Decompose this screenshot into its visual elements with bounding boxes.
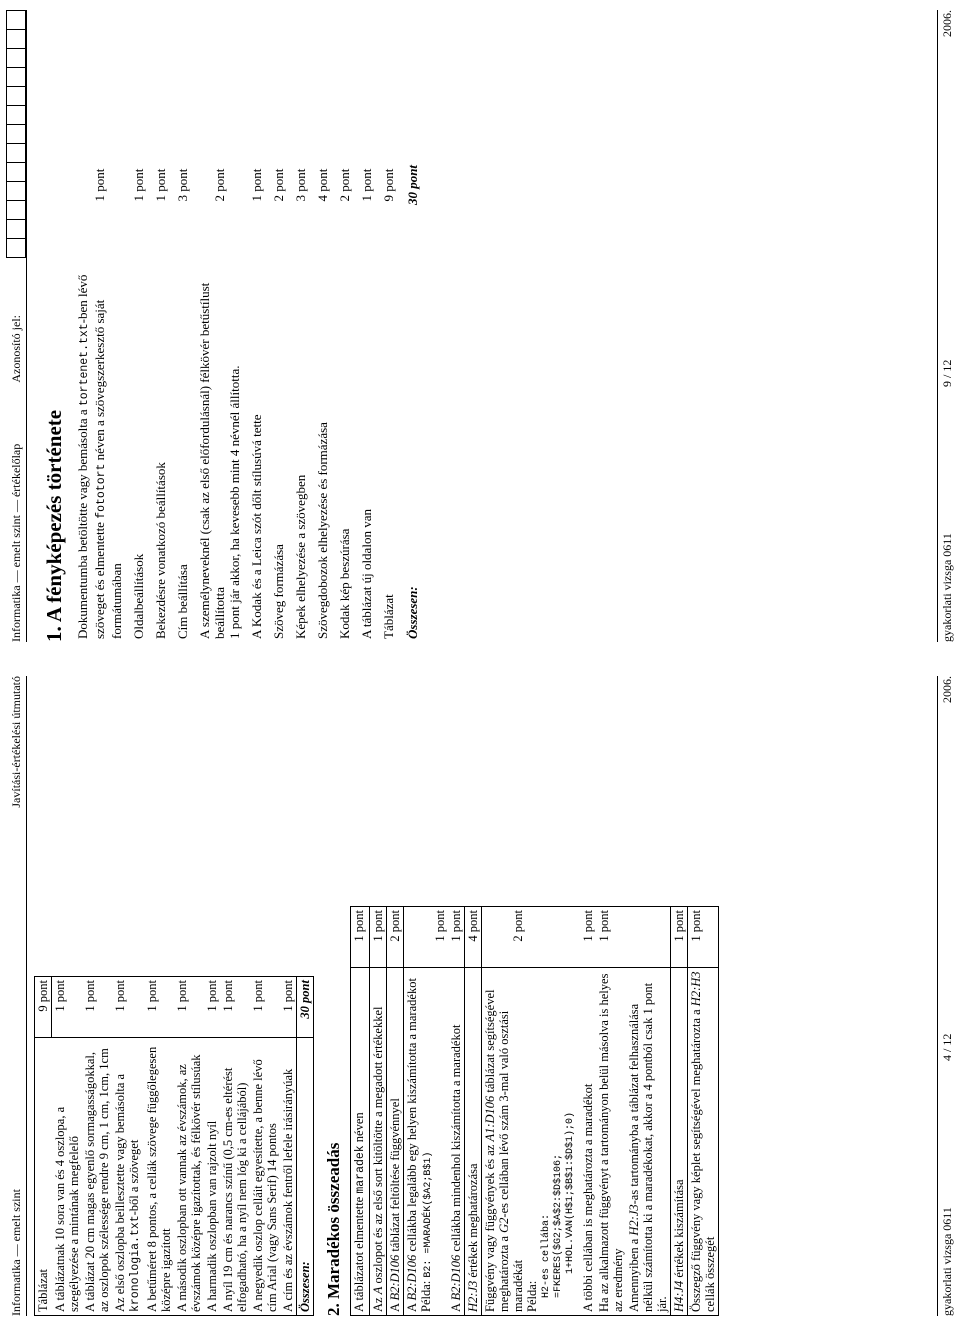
table-row <box>580 907 596 1316</box>
range: H2:J3 <box>465 1280 480 1312</box>
page-footer <box>937 676 954 1316</box>
text-post: cellákba legalább egy helyen kiszámította a maradékot <box>404 978 419 1255</box>
item-note: 1 pont jár akkor, ha kevesebb mint 4 névnél állította. <box>227 365 242 639</box>
footer-page-number: 9 / 12 <box>940 359 954 387</box>
text-pre: A táblázatot elmentette <box>351 1193 366 1312</box>
total-label: Összesen: <box>405 586 420 639</box>
item-points: 1 pont <box>359 168 374 202</box>
table-row <box>481 907 580 1316</box>
id-box <box>6 105 26 125</box>
text-post: értékek kiszámítása <box>671 1179 686 1281</box>
table-row <box>204 977 220 1316</box>
table-row <box>195 122 247 642</box>
item-text: A táblázatnak 10 sora van és 4 oszlopa, a szegélyezése a mintának megfelelő <box>52 1038 82 1316</box>
item-text: A táblázat új oldalon van <box>359 509 374 639</box>
item-points-empty <box>626 907 671 968</box>
table-row <box>52 977 82 1316</box>
id-box <box>6 200 26 220</box>
range: B2:D106 <box>448 1254 463 1301</box>
item-text-pre: Az első oszlopba beillesztette vagy bemásolta a <box>112 1073 127 1312</box>
item-points: 1 pont <box>112 977 144 1038</box>
item-points: 1 pont <box>204 977 220 1038</box>
id-boxes <box>6 10 26 257</box>
item-points: 1 pont <box>350 907 369 968</box>
item-points: 1 pont <box>670 907 687 968</box>
id-box <box>6 48 26 68</box>
item-text <box>626 968 671 1316</box>
text-pre: Az <box>370 1294 385 1312</box>
table-row <box>448 907 465 1316</box>
table-row <box>670 907 687 1316</box>
total-points: 30 pont <box>405 164 420 206</box>
id-box <box>6 10 26 30</box>
id-box <box>6 219 26 239</box>
item-points <box>403 907 448 968</box>
total-points: 30 pont <box>296 977 313 1038</box>
footer-right: 2006. <box>940 676 954 703</box>
page-body <box>34 678 719 1316</box>
text-pre: A <box>448 1300 463 1312</box>
item-points: 1 pont <box>92 168 107 202</box>
heading-points: 9 pont <box>35 977 52 1038</box>
table-row <box>379 122 401 642</box>
item-points: 4 pont <box>464 907 481 968</box>
text-mid: táblázat segítségével meghatározta a <box>482 989 511 1312</box>
section2-title: 2. Maradékos összeadás <box>323 1142 343 1316</box>
text-pre: Amennyiben a <box>626 1235 641 1312</box>
item-text: A negyedik oszlop celláit egyesítette, a benne lévő cím Arial (vagy Sans Serif) 14 pontos <box>250 1038 280 1316</box>
range: B2:D106 <box>387 1254 402 1301</box>
section1-table <box>34 976 314 1316</box>
text-pre: A <box>387 1300 402 1312</box>
footer-page-number: 4 / 12 <box>940 1033 954 1061</box>
total-label: Összesen: <box>296 1038 313 1316</box>
item-text: A harmadik oszlopban van rajzolt nyíl <box>204 1038 220 1316</box>
table-row <box>112 977 144 1316</box>
item-points: 9 pont <box>381 168 396 202</box>
table-row <box>82 977 112 1316</box>
id-box <box>6 238 26 258</box>
table-row <box>220 977 250 1316</box>
item-text <box>481 968 580 1316</box>
item-text: Szöveg formázása <box>271 544 286 639</box>
item-points <box>481 907 580 968</box>
text-pre: Összegző függvény vagy képlet segítségével meghatározta a <box>688 1006 703 1312</box>
item-points: 3 pont <box>175 168 190 202</box>
item-text <box>448 968 465 1316</box>
item-text <box>687 968 718 1316</box>
item-text: Táblázat <box>381 594 396 639</box>
text-post: -as tartományba a táblázat felhasználása nélkül számította ki a maradékokat, akkor a 4 pontból csak 1 pont jár. <box>626 982 669 1312</box>
id-box <box>6 124 26 144</box>
item-text: A cím és az évszámok fentről lefele irásirányúak <box>280 1038 297 1316</box>
example-label: Példa: <box>418 1280 433 1312</box>
item-main-text: A személyneveknél (csak az első előfordulásnál) félkövér betűstílust beállította <box>197 282 227 639</box>
item-points: 1 pont <box>82 977 112 1038</box>
total-row <box>401 122 425 642</box>
item-text: Oldalbeállítások <box>131 553 146 639</box>
id-box <box>6 162 26 182</box>
cell-ref: G2 <box>496 1217 511 1233</box>
text-post: oszlopot és az első sort kitöltötte a megadott értékekkel <box>370 1006 385 1287</box>
item-points: 1 pont <box>580 907 596 968</box>
item-text <box>73 248 129 642</box>
item-text: Bekezdésre vonatkozó beállítások <box>153 462 168 639</box>
table-row <box>291 122 313 642</box>
item-text <box>369 968 386 1316</box>
table-row <box>386 907 403 1316</box>
page-title: 1. A fényképezés története <box>42 409 66 642</box>
text-post: cellák összegét <box>702 1236 717 1312</box>
item-text <box>403 968 448 1316</box>
filename: fototort <box>95 463 108 519</box>
item-points: 1 pont <box>280 977 297 1038</box>
page-footer <box>937 10 954 642</box>
table-row <box>350 907 369 1316</box>
example-label: Példa: <box>524 1280 539 1312</box>
text-post: táblázat feltöltése függvénnyel <box>387 1098 402 1255</box>
item-points: 1 pont <box>144 977 174 1038</box>
table-row <box>247 122 269 642</box>
text-mid: -ben lévő szöveget és elmentette <box>75 274 107 639</box>
text-post: néven <box>351 1112 366 1146</box>
item-text: Cím beállítása <box>175 564 190 639</box>
text-pre: Dokumentumba betöltötte vagy bemásolta a <box>75 406 90 639</box>
table-row <box>250 977 280 1316</box>
footer-right: 2006. <box>940 10 954 37</box>
item-points: 2 pont <box>212 168 227 202</box>
id-box <box>6 67 26 87</box>
heading-item: Táblázat <box>35 1038 52 1316</box>
table-row <box>151 122 173 642</box>
scoring-table <box>73 122 425 642</box>
item-text: Szövegdobozok elhelyezése és formázása <box>315 422 330 639</box>
table-row <box>269 122 291 642</box>
table-row <box>596 907 626 1316</box>
item-text: Ha az alkalmazott függvényt a tartományon belül másolva is helyes az eredmény <box>596 968 626 1316</box>
table-row <box>403 907 448 1316</box>
item-points: 1 pont <box>448 907 465 968</box>
item-points: 1 pont <box>52 977 82 1038</box>
header-right: Azonosító jel: <box>9 315 23 383</box>
table-row <box>144 977 174 1316</box>
item-text: A második oszlopban ott vannak az évszámok, az évszámok középre igazítottak, és félkövér stílusúak <box>174 1038 204 1316</box>
item-points: 1 pont <box>369 907 386 968</box>
item-text: A többi cellában is meghatározta a maradékot <box>580 968 596 1316</box>
range: H4:J4 <box>671 1280 686 1312</box>
section2-table <box>350 906 719 1316</box>
table-row <box>626 907 671 1316</box>
total-row <box>296 977 313 1316</box>
table-row <box>313 122 335 642</box>
item-points: 1 pont <box>249 168 264 202</box>
item-points: 1 pont <box>153 168 168 202</box>
filename: kronologia.txt <box>128 1215 142 1312</box>
item-points: 1 pont <box>687 907 718 968</box>
footer-left: gyakorlati vizsga 0611 <box>940 533 954 642</box>
item-text: Képek elhelyezése a szövegben <box>293 474 308 639</box>
text-post: cellákba mindenhol kiszámította a maradékot <box>448 1024 463 1255</box>
item-points: 2 pont <box>337 168 352 202</box>
page-4 <box>0 664 960 1328</box>
item-text <box>112 1038 144 1316</box>
filename: maradek <box>353 1145 367 1194</box>
table-row <box>173 122 195 642</box>
item-text <box>195 248 247 642</box>
id-box <box>6 29 26 49</box>
table-row <box>335 122 357 642</box>
text-post: értékek meghatározása <box>465 1163 480 1281</box>
table-row <box>35 977 52 1316</box>
item-points: 4 pont <box>315 168 330 202</box>
item-points: 1 pont <box>131 168 146 202</box>
item-points-value: 1 pont <box>432 910 447 942</box>
example-formula: B2: =MARADÉK($A2;B$1) <box>422 1151 434 1278</box>
header-left: Informatika — emelt szint — értékelőlap <box>9 443 23 642</box>
table-row <box>369 907 386 1316</box>
item-text <box>670 968 687 1316</box>
text-pre: A <box>404 1300 419 1312</box>
table-row <box>357 122 379 642</box>
item-text <box>386 968 403 1316</box>
item-text: A betűméret 8 pontos, a cellák szövege függőlegesen középre igazított <box>144 1038 174 1316</box>
item-points: 2 pont <box>386 907 403 968</box>
range: A <box>370 1286 385 1295</box>
item-text <box>350 968 369 1316</box>
range: A1:D106 <box>482 1095 497 1142</box>
filename: tortenet.txt <box>78 323 91 407</box>
header-left: Informatika — emelt szint <box>9 1189 23 1316</box>
page-body <box>36 10 425 642</box>
item-text: A Kodak és a Leica szót dőlt stílusúvá tette <box>249 414 264 639</box>
table-row <box>174 977 204 1316</box>
item-points: 2 pont <box>271 168 286 202</box>
item-text <box>464 968 481 1316</box>
item-points: 3 pont <box>293 168 308 202</box>
example-formula: H2-es cellába: =FKERES($G2;$A$2:$D$106; 1+HOL.VAN(H$1;$B$1:$D$1);0) <box>540 1111 576 1298</box>
item-points: 1 pont <box>596 907 626 968</box>
table-row <box>129 122 151 642</box>
text-pre: Függvény vagy függvények és az <box>482 1141 497 1312</box>
range: H2:H3 <box>688 971 703 1007</box>
id-box <box>6 181 26 201</box>
page-header <box>8 676 27 1316</box>
item-text: Kodak kép beszúrása <box>337 528 352 639</box>
table-row <box>280 977 297 1316</box>
id-box <box>6 86 26 106</box>
id-box <box>6 143 26 163</box>
table-row <box>73 122 129 642</box>
table-row <box>464 907 481 1316</box>
header-right: Javítási-értékelési útmutató <box>9 676 23 808</box>
item-points: 1 pont <box>174 977 204 1038</box>
item-points: 1 pont <box>250 977 280 1038</box>
range: B2:D106 <box>404 1254 419 1301</box>
item-text-post: -ből a szöveget <box>126 1139 141 1216</box>
item-text: A táblázat 20 cm magas egyenlő sormagasságokkal, az oszlopok szélessége rendre 9 cm, 1 cm, 1cm, 1cm <box>82 1038 112 1316</box>
text-post: -es cellában lévő szám 3-mal való osztási maradékát <box>496 1010 525 1312</box>
item-points: 1 pont <box>220 977 250 1038</box>
text-post: néven a szövegszerkesztő saját formátumában <box>92 299 124 639</box>
item-points-value: 2 pont <box>510 910 525 942</box>
item-text: A nyíl 19 cm és narancs színű (0,5 cm-es eltérést elfogadható, ha a nyíl nem lóg ki a cellájából) <box>220 1038 250 1316</box>
range: H2:J3 <box>626 1204 641 1236</box>
footer-left: gyakorlati vizsga 0611 <box>940 1207 954 1316</box>
table-row <box>687 907 718 1316</box>
